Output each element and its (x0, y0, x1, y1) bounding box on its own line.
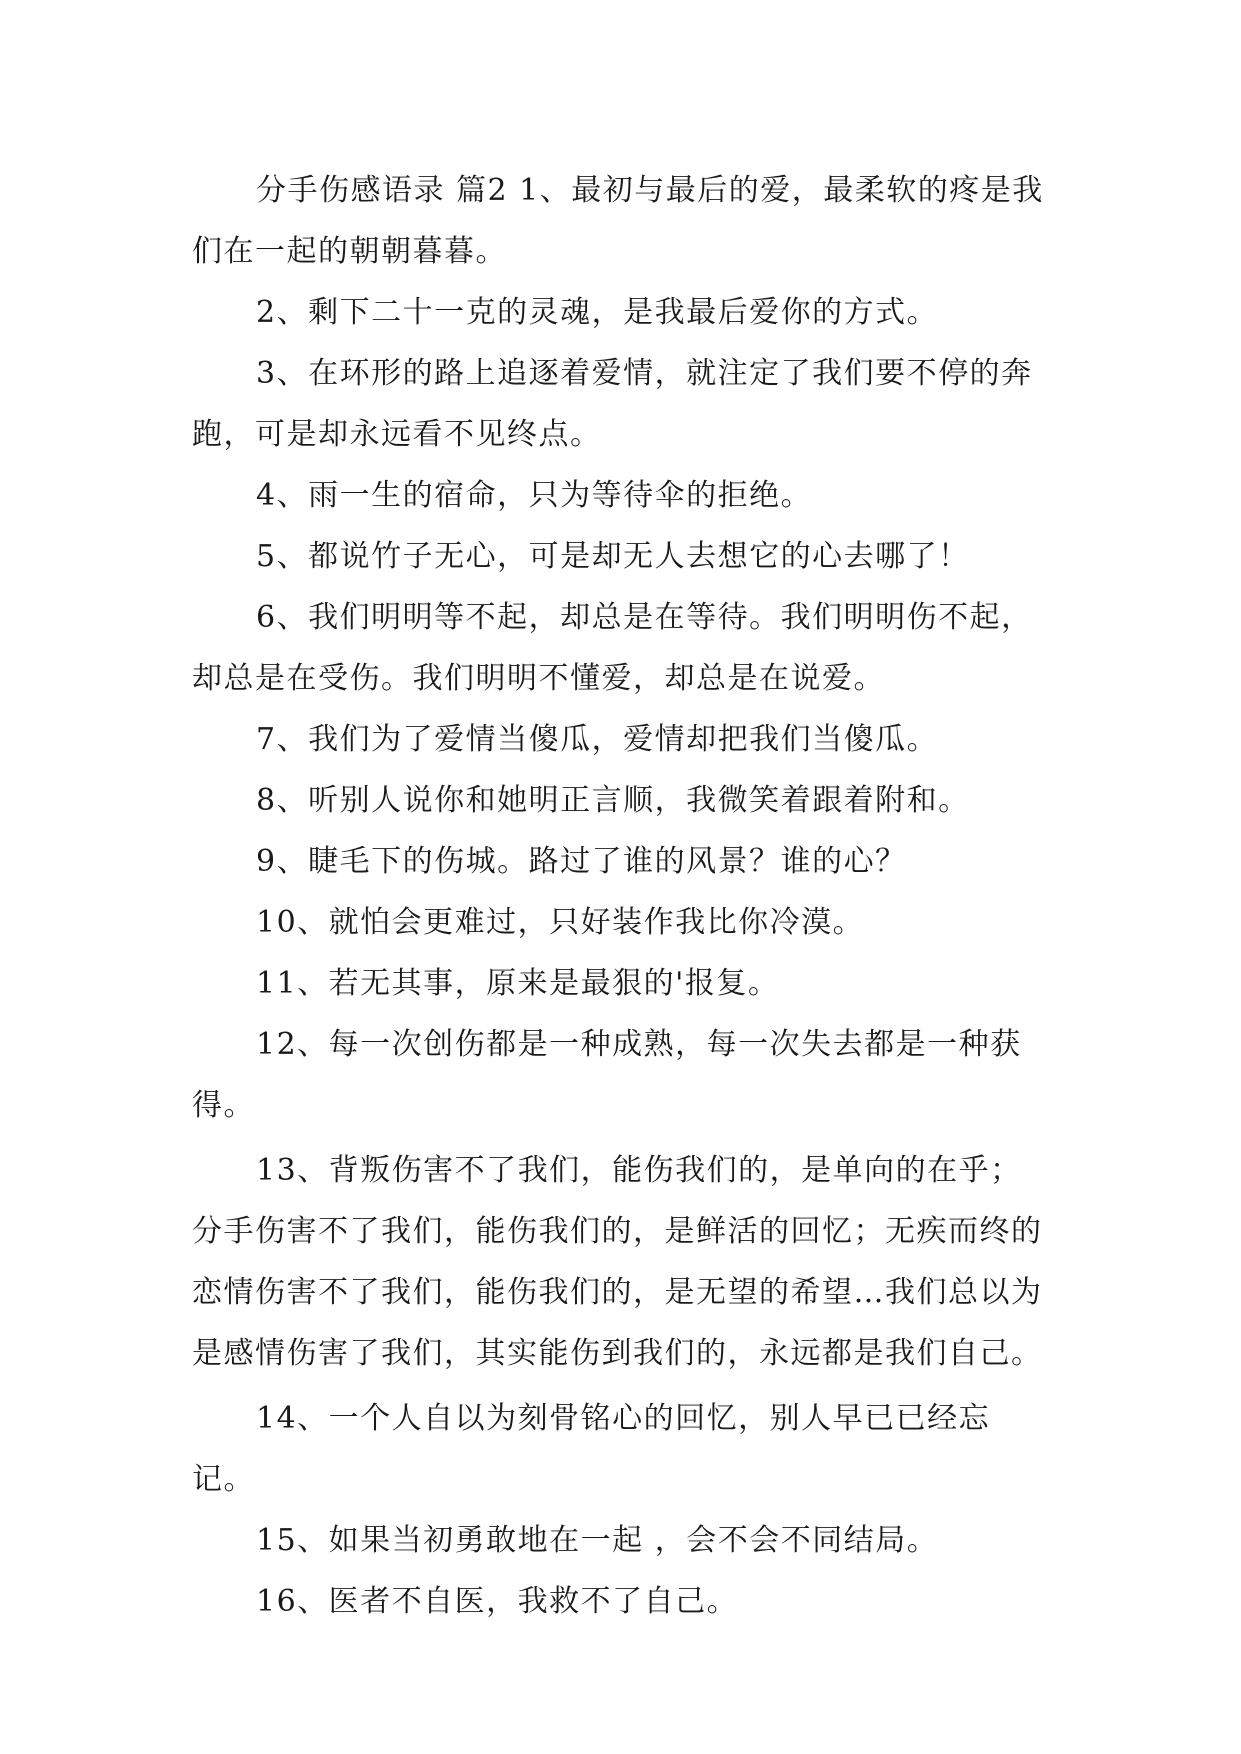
paragraph-1: 分手伤感语录 篇2 1、最初与最后的爱，最柔软的疼是我们在一起的朝朝暮暮。 (192, 173, 1044, 269)
paragraph-8: 8、听别人说你和她明正言顺，我微笑着跟着附和。 (256, 783, 970, 818)
paragraph-6: 6、我们明明等不起，却总是在等待。我们明明伤不起，却总是在受伤。我们明明不懂爱，却总是在说爱。 (192, 600, 1033, 696)
paragraph-10: 10、就怕会更难过，只好装作我比你冷漠。 (256, 905, 865, 940)
paragraph-14: 14、一个人自以为刻骨铭心的回忆，别人早已已经忘记。 (192, 1401, 991, 1497)
paragraph-16: 16、医者不自医，我救不了自己。 (256, 1584, 739, 1619)
paragraph-9: 9、睫毛下的伤城。路过了谁的风景？谁的心？ (256, 844, 907, 879)
paragraph-11: 11、若无其事，原来是最狠的'报复。 (256, 966, 780, 1001)
paragraph-4: 4、雨一生的宿命，只为等待伞的拒绝。 (256, 478, 813, 513)
paragraph-12: 12、每一次创伤都是一种成熟，每一次失去都是一种获得。 (192, 1027, 1022, 1123)
paragraph-15: 15、如果当初勇敢地在一起 ，会不会不同结局。 (256, 1523, 939, 1558)
paragraph-7: 7、我们为了爱情当傻瓜，爱情却把我们当傻瓜。 (256, 722, 939, 757)
paragraph-2: 2、剩下二十一克的灵魂，是我最后爱你的方式。 (256, 295, 939, 330)
document-body (192, 160, 1052, 1632)
paragraph-13: 13、背叛伤害不了我们，能伤我们的，是单向的在乎；分手伤害不了我们，能伤我们的，是鲜活的回忆；无疾而终的恋情伤害不了我们，能伤我们的，是无望的希望…我们总以为是感情伤害了我们，其实能伤到我们的，永远都是我们自己。 (192, 1153, 1043, 1371)
paragraph-3: 3、在环形的路上追逐着爱情，就注定了我们要不停的奔跑，可是却永远看不见终点。 (192, 356, 1033, 452)
paragraph-5: 5、都说竹子无心，可是却无人去想它的心去哪了！ (256, 539, 970, 574)
